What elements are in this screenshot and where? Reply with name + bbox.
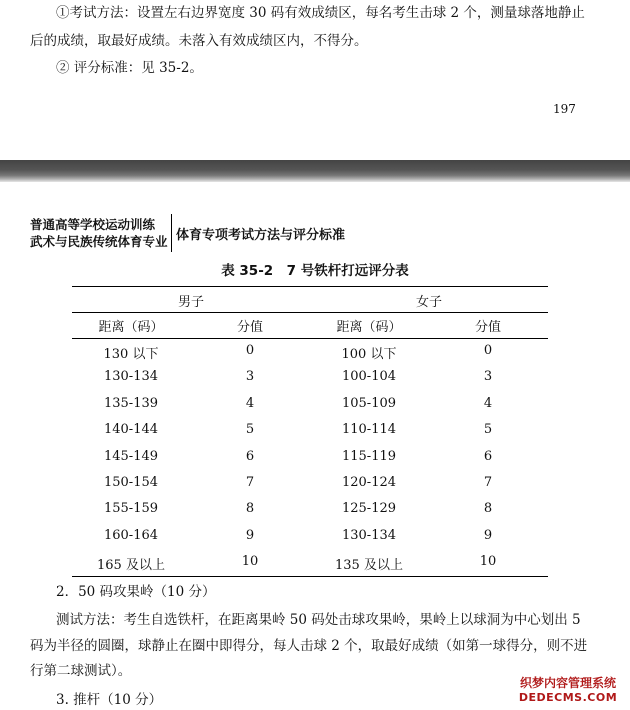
male-group-header: 男子 <box>177 295 204 310</box>
male-score-cell: 10 <box>241 554 259 569</box>
page-number: 197 <box>553 102 576 116</box>
male-distance-header: 距离（码） <box>98 320 164 335</box>
method-paragraph-line1: ①考试方法：设置左右边界宽度 30 码有效成绩区，每名考生击球 2 个，测量球落地静止 <box>56 5 585 21</box>
section2-body-line1: 测试方法：考生自选铁杆，在距离果岭 50 码处击球攻果岭，果岭上以球洞为中心划出 5 <box>56 612 581 628</box>
table-title: 表 35-2 7 号铁杆打远评分表 <box>221 263 409 279</box>
section2-body-line3: 行第二球测试）。 <box>30 663 132 679</box>
female-distance-cell: 120-124 <box>341 475 397 490</box>
male-distance-cell: 155-159 <box>103 501 159 516</box>
female-score-cell: 5 <box>483 422 493 437</box>
section2-body-line2: 码为半径的圆圈，球静止在圈中即得分，每人击球 2 个，取最好成绩（如第一球得分，则不进 <box>30 638 588 654</box>
running-header-right: 体育专项考试方法与评分标准 <box>176 228 346 243</box>
page-divider <box>0 160 630 182</box>
male-distance-cell: 150-154 <box>103 475 159 490</box>
female-distance-cell: 100-104 <box>341 369 397 384</box>
female-group-header: 女子 <box>415 295 442 310</box>
method-paragraph-line2: 后的成绩，取最好成绩。未落入有效成绩区内，不得分。 <box>30 33 368 49</box>
running-header-separator <box>171 214 172 252</box>
male-distance-cell: 160-164 <box>103 528 159 543</box>
female-distance-cell: 105-109 <box>341 396 397 411</box>
running-header-left-line2: 武术与民族传统体育专业 <box>30 234 168 249</box>
running-header-left-line1: 普通高等学校运动训练 <box>30 217 156 232</box>
female-score-cell: 8 <box>483 501 493 516</box>
female-score-cell: 0 <box>483 343 493 358</box>
male-score-cell: 6 <box>245 449 255 464</box>
male-distance-cell: 135-139 <box>103 396 159 411</box>
running-header-left <box>30 216 168 250</box>
female-distance-cell: 130-134 <box>341 528 397 543</box>
male-score-cell: 4 <box>245 396 255 411</box>
female-distance-cell: 125-129 <box>341 501 397 516</box>
male-score-cell: 9 <box>245 528 255 543</box>
male-distance-cell: 165 及以上 <box>97 558 165 573</box>
male-score-cell: 5 <box>245 422 255 437</box>
table-header-rule <box>72 338 548 339</box>
male-distance-cell: 145-149 <box>103 449 159 464</box>
watermark-line2: DEDECMS.COM <box>518 691 618 704</box>
scoring-standard-line: ② 评分标准：见 35-2。 <box>56 60 203 76</box>
female-score-cell: 7 <box>483 475 493 490</box>
female-score-header: 分值 <box>474 320 501 335</box>
female-score-cell: 10 <box>479 554 497 569</box>
female-distance-cell: 135 及以上 <box>335 558 403 573</box>
table-group-rule <box>72 312 548 313</box>
male-distance-cell: 140-144 <box>103 422 159 437</box>
female-distance-header: 距离（码） <box>336 320 402 335</box>
male-distance-cell: 130-134 <box>103 369 159 384</box>
watermark-line1: 织梦内容管理系统 <box>519 676 616 690</box>
male-score-cell: 7 <box>245 475 255 490</box>
table-bottom-rule <box>72 576 548 577</box>
table-top-rule <box>72 286 548 287</box>
male-distance-cell: 130 以下 <box>103 347 159 362</box>
female-distance-cell: 115-119 <box>341 449 397 464</box>
male-score-cell: 0 <box>245 343 255 358</box>
female-score-cell: 6 <box>483 449 493 464</box>
male-score-header: 分值 <box>236 320 263 335</box>
female-distance-cell: 100 以下 <box>341 347 397 362</box>
female-score-cell: 9 <box>483 528 493 543</box>
female-score-cell: 4 <box>483 396 493 411</box>
female-score-cell: 3 <box>483 369 493 384</box>
watermark-logo <box>512 674 624 704</box>
male-score-cell: 8 <box>245 501 255 516</box>
section2-heading: 2．50 码攻果岭（10 分） <box>56 584 216 600</box>
female-distance-cell: 110-114 <box>341 422 397 437</box>
male-score-cell: 3 <box>245 369 255 384</box>
section3-heading: 3. 推杆（10 分） <box>56 692 163 708</box>
